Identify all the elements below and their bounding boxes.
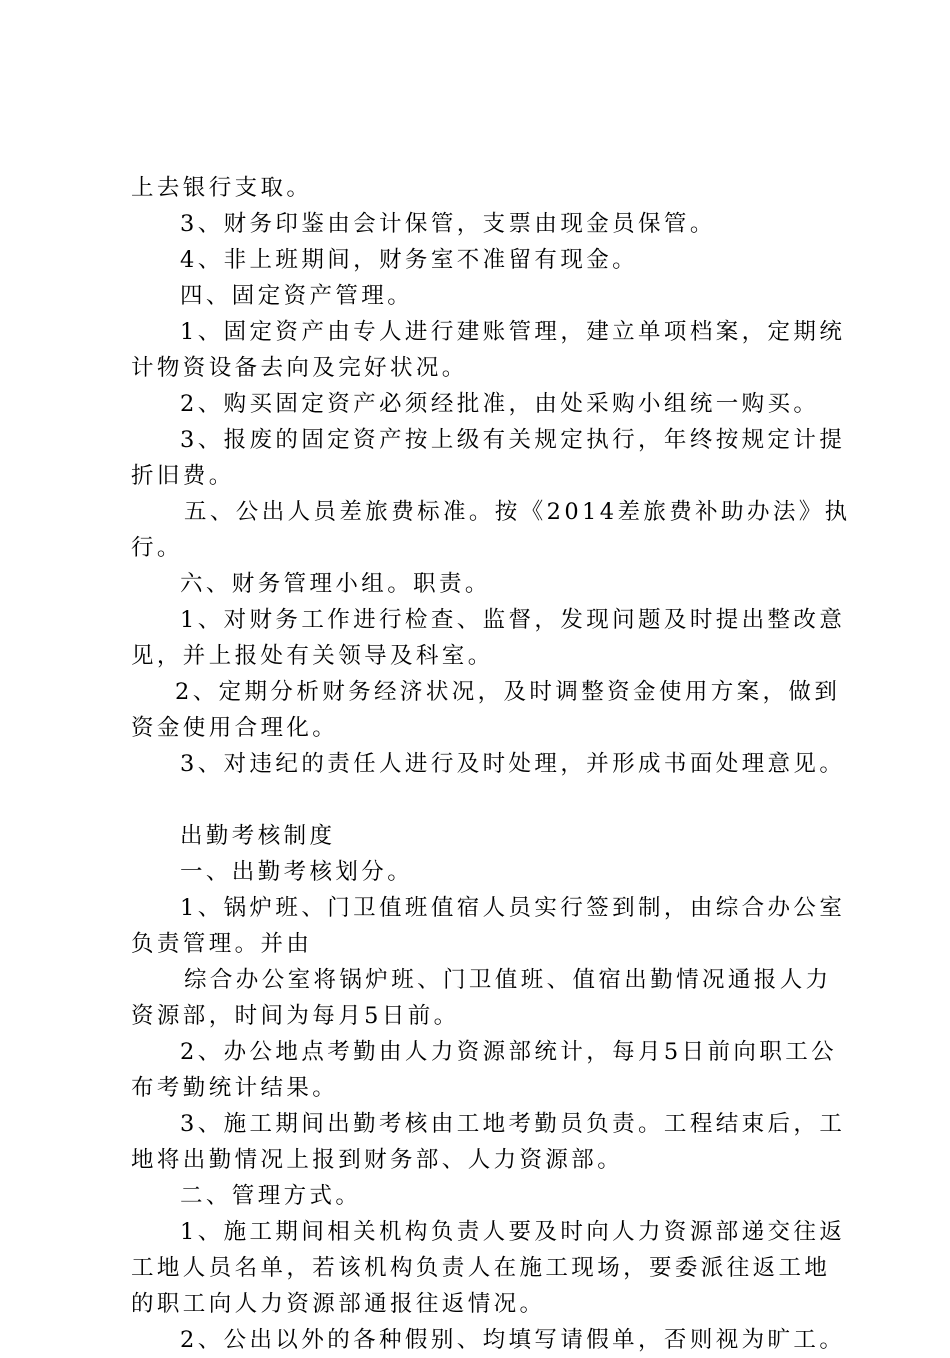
text-line: 3、对违纪的责任人进行及时处理，并形成书面处理意见。 <box>180 751 846 777</box>
text-line: 综合办公室将锅炉班、门卫值班、值宿出勤情况通报人力 <box>184 967 832 993</box>
text-line: 资源部，时间为每月5日前。 <box>131 1003 460 1029</box>
text-line: 的职工向人力资源部通报往返情况。 <box>131 1291 546 1317</box>
text-line: 上去银行支取。 <box>131 175 313 201</box>
text-line: 1、锅炉班、门卫值班值宿人员实行签到制，由综合办公室 <box>180 895 846 921</box>
section-heading: 二、管理方式。 <box>180 1183 362 1209</box>
text-line: 计物资设备去向及完好状况。 <box>131 355 468 381</box>
text-line: 2、购买固定资产必须经批准，由处采购小组统一购买。 <box>180 391 820 417</box>
text-line: 见，并上报处有关领导及科室。 <box>131 643 494 669</box>
text-line: 2、定期分析财务经济状况，及时调整资金使用方案，做到 <box>175 679 841 705</box>
text-line: 2、公出以外的各种假别、均填写请假单，否则视为旷工。 <box>180 1327 846 1353</box>
text-line: 资金使用合理化。 <box>131 715 339 741</box>
document-body <box>131 170 851 1358</box>
text-line: 折旧费。 <box>131 463 235 489</box>
text-line: 1、施工期间相关机构负责人要及时向人力资源部递交往返 <box>180 1219 846 1245</box>
section-heading: 一、出勤考核划分。 <box>180 859 414 885</box>
text-line: 地将出勤情况上报到财务部、人力资源部。 <box>131 1147 624 1173</box>
text-line: 2、办公地点考勤由人力资源部统计，每月5日前向职工公 <box>180 1039 838 1065</box>
section-heading: 五、公出人员差旅费标准。按《2014差旅费补助办法》执 <box>184 499 851 525</box>
text-line: 工地人员名单，若该机构负责人在施工现场，要委派往返工地 <box>131 1255 831 1281</box>
section-heading: 四、固定资产管理。 <box>180 283 414 309</box>
text-line: 3、财务印鉴由会计保管，支票由现金员保管。 <box>180 211 716 237</box>
text-line: 3、报废的固定资产按上级有关规定执行，年终按规定计提 <box>180 427 846 453</box>
text-line: 布考勤统计结果。 <box>131 1075 339 1101</box>
section-heading: 六、财务管理小组。职责。 <box>180 571 491 597</box>
text-line: 4、非上班期间，财务室不准留有现金。 <box>180 247 639 273</box>
text-line: 3、施工期间出勤考核由工地考勤员负责。工程结束后，工 <box>180 1111 846 1137</box>
text-line: 1、固定资产由专人进行建账管理，建立单项档案，定期统 <box>180 319 846 345</box>
blank-line <box>131 782 831 818</box>
document-title: 出勤考核制度 <box>180 823 336 849</box>
text-line: 负责管理。并由 <box>131 931 313 957</box>
text-line: 行。 <box>131 535 183 561</box>
text-line: 1、对财务工作进行检查、监督，发现问题及时提出整改意 <box>180 607 846 633</box>
